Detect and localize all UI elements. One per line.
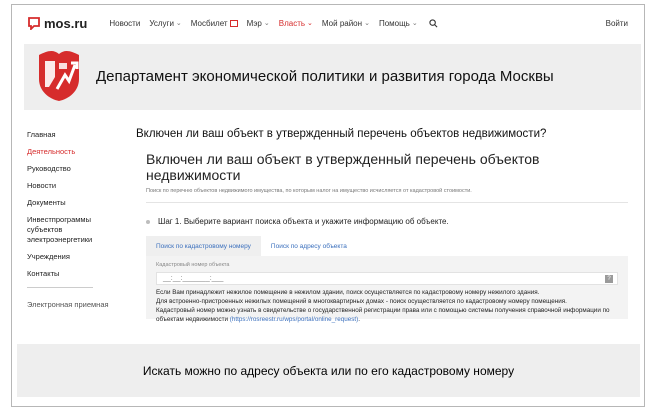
sidebar-menu — [27, 130, 117, 317]
sidebar-item-6[interactable]: Учреждения — [27, 252, 70, 261]
chevron-down-icon: ⌄ — [175, 20, 182, 27]
search-tab-1[interactable]: Поиск по адресу объекта — [270, 242, 347, 250]
info-line-1: Если Вам принадлежит нежилое помещение в нежилом здании, поиск осуществляется по кадастровому номеру нежилого здания. — [156, 289, 540, 296]
department-title: Департамент экономической политики и развития города Москвы — [96, 68, 554, 85]
page-title: Включен ли ваш объект в утвержденный перечень объектов недвижимости? — [136, 128, 547, 140]
department-banner — [24, 44, 641, 110]
card-title: Включен ли ваш объект в утвержденный перечень объектов недвижимости — [146, 151, 540, 183]
nav-item-6[interactable]: Помощь ⌄ — [378, 18, 418, 28]
search-panel — [146, 256, 628, 323]
search-tabs — [146, 236, 628, 256]
divider — [146, 202, 628, 203]
cadastral-placeholder: __:__:_______:___ — [163, 275, 224, 282]
logo-text: mos.ru — [44, 15, 88, 31]
nav-item-2[interactable]: Мосбилет — [191, 19, 238, 28]
step-bullet-icon — [146, 220, 150, 224]
caption-box — [17, 344, 640, 397]
cadastral-number-input[interactable] — [156, 272, 618, 285]
sidebar-item-3[interactable]: Новости — [27, 181, 57, 190]
sidebar-item-reception[interactable]: Электронная приемная — [27, 300, 109, 309]
cadastral-label: Кадастровый номер объекта — [156, 262, 230, 268]
info-line-2: Для встроенно-пристроенных нежилых помещений в многоквартирных домах - поиск осуществляется по кадастровому номеру помещения. — [156, 298, 567, 305]
chevron-down-icon: ⌄ — [307, 20, 313, 27]
sidebar-item-0[interactable]: Главная — [27, 130, 56, 139]
ticket-icon — [230, 20, 238, 27]
info-text — [156, 288, 618, 324]
mos-logo-icon — [28, 17, 40, 30]
sidebar-item-5[interactable]: Инвестпрограммы субъектов электроэнергетики — [27, 215, 93, 244]
search-icon[interactable] — [429, 19, 438, 28]
search-tab-0[interactable]: Поиск по кадастровому номеру — [146, 236, 261, 256]
info-line-3: Кадастровый номер можно узнать в свидетельстве о государственной регистрации права или с помощью системы получения справочной информации по объектам недвижимости (https://rosreestr.ru/wps/portal/online_request). — [156, 307, 610, 323]
chevron-down-icon: ⌄ — [364, 20, 370, 27]
top-navigation — [12, 6, 642, 40]
step-text: Шаг 1. Выберите вариант поиска объекта и укажите информацию об объекте. — [158, 217, 449, 226]
search-card — [146, 151, 628, 333]
rosreestr-link[interactable]: (https://rosreestr.ru/wps/portal/online_request) — [229, 316, 359, 323]
sidebar-item-7[interactable]: Контакты — [27, 269, 60, 278]
step-one — [146, 217, 628, 226]
nav-menu — [109, 19, 426, 28]
sidebar-item-2[interactable]: Руководство — [27, 164, 71, 173]
site-logo[interactable] — [28, 16, 87, 31]
login-link[interactable]: Войти — [605, 18, 628, 28]
sidebar-item-1[interactable]: Деятельность — [27, 147, 76, 156]
nav-item-0[interactable]: Новости — [109, 18, 141, 28]
sidebar-item-4[interactable]: Документы — [27, 198, 66, 207]
chevron-down-icon: ⌄ — [411, 20, 418, 27]
nav-item-3[interactable]: Мэр ⌄ — [246, 18, 270, 28]
caption-text: Искать можно по адресу объекта или по его кадастровому номеру — [142, 363, 515, 378]
sidebar-divider — [27, 287, 93, 288]
nav-item-4[interactable]: Власть ⌄ — [278, 18, 313, 28]
chevron-down-icon: ⌄ — [263, 20, 270, 27]
card-subtitle: Поиск по перечню объектов недвижимого имущества, по которым налог на имущество исчисляется от кадастровой стоимости. — [146, 188, 472, 194]
nav-item-1[interactable]: Услуги ⌄ — [149, 18, 182, 28]
nav-item-5[interactable]: Мой район ⌄ — [321, 18, 370, 28]
moscow-emblem-icon — [37, 49, 81, 102]
help-icon[interactable]: ? — [605, 275, 613, 283]
